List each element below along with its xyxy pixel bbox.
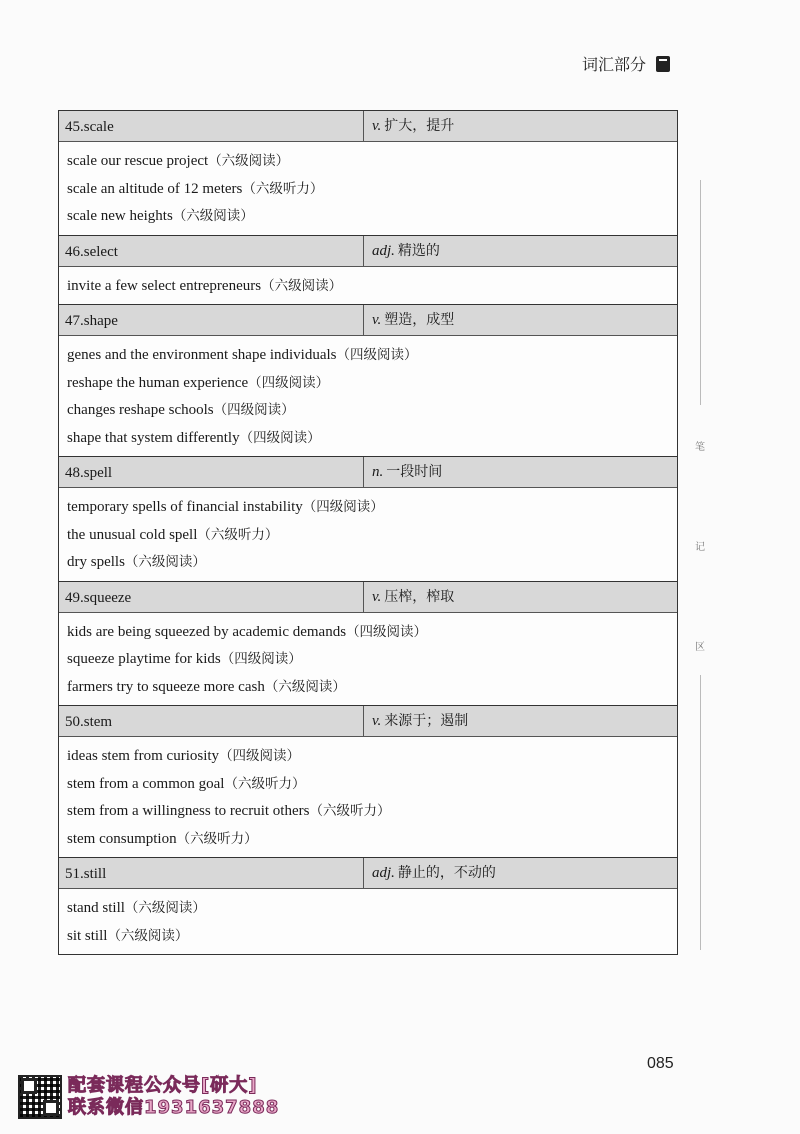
example-phrase	[67, 619, 669, 647]
exam-source-tag: （六级阅读）	[124, 554, 206, 570]
definition-text: 来源于；遏制	[384, 713, 469, 729]
example-text: stand still	[67, 900, 125, 916]
entry-header-row	[59, 111, 677, 142]
exam-source-tag: （四级阅读）	[346, 623, 428, 640]
vocab-entry	[59, 858, 677, 954]
exam-source-tag: （四级阅读）	[213, 402, 295, 418]
page-header	[582, 52, 670, 75]
example-text: shape that system differently	[67, 429, 240, 446]
example-phrase	[67, 522, 669, 550]
vocabulary-table	[58, 110, 678, 955]
example-text: the unusual cold spell	[67, 526, 198, 543]
part-of-speech: n.	[372, 464, 384, 480]
example-text: stem from a common goal	[67, 775, 225, 792]
vocab-entry	[59, 305, 677, 457]
example-text: stem consumption	[67, 830, 177, 847]
entry-header-row	[59, 582, 677, 613]
definition-text: 压榨，榨取	[384, 588, 455, 605]
definition-cell	[364, 582, 677, 612]
definition-cell	[364, 457, 677, 487]
part-of-speech: adj.	[372, 865, 395, 881]
notes-divider-bottom	[700, 675, 701, 950]
definition-text: 精选的	[397, 242, 440, 259]
example-phrase	[67, 425, 669, 453]
example-phrase	[67, 923, 669, 951]
exam-source-tag: （六级听力）	[197, 526, 279, 543]
example-phrase	[67, 370, 669, 398]
exam-source-tag: （六级听力）	[224, 775, 306, 792]
example-text: scale our rescue project	[67, 153, 209, 169]
headword: 49.squeeze	[59, 582, 364, 612]
promo-line: 联系微信1931637888	[68, 1097, 280, 1118]
headword: 51.still	[59, 858, 364, 888]
definition-cell	[364, 858, 677, 888]
headword: 50.stem	[59, 706, 364, 736]
examples-cell	[59, 737, 677, 858]
headword: 48.spell	[59, 457, 364, 487]
definition-cell	[364, 236, 677, 266]
example-phrase	[67, 646, 669, 674]
example-phrase	[67, 798, 669, 826]
examples-cell	[59, 142, 677, 236]
example-phrase	[67, 494, 669, 522]
part-of-speech: v.	[372, 312, 382, 328]
example-text: invite a few select entrepreneurs	[67, 277, 262, 294]
examples-cell	[59, 613, 677, 707]
example-text: kids are being squeezed by academic demands	[67, 623, 347, 640]
definition-text: 扩大，提升	[384, 118, 455, 134]
example-phrase	[67, 203, 669, 231]
exam-source-tag: （六级阅读）	[107, 927, 189, 944]
example-phrase	[67, 549, 669, 577]
vocab-entry	[59, 706, 677, 858]
exam-source-tag: （四级阅读）	[220, 651, 302, 667]
example-phrase	[67, 743, 669, 771]
exam-source-tag: （六级阅读）	[208, 153, 290, 169]
exam-source-tag: （四级阅读）	[239, 429, 321, 446]
part-of-speech: v.	[372, 713, 382, 729]
entry-header-row	[59, 706, 677, 737]
example-text: scale new heights	[67, 208, 173, 224]
part-of-speech: v.	[372, 588, 382, 605]
section-title: 词汇部分	[581, 55, 646, 74]
notes-label-char: 区	[695, 642, 705, 653]
example-text: genes and the environment shape individuals	[67, 347, 337, 363]
notes-column	[690, 180, 710, 950]
exam-source-tag: （六级阅读）	[124, 900, 206, 916]
promo-banner	[18, 1075, 279, 1119]
book-icon	[656, 56, 670, 72]
example-phrase	[67, 895, 669, 923]
example-phrase	[67, 826, 669, 854]
example-phrase	[67, 674, 669, 702]
exam-source-tag: （四级阅读）	[336, 347, 418, 363]
exam-source-tag: （四级阅读）	[248, 374, 330, 391]
definition-text: 静止的，不动的	[397, 865, 496, 881]
example-text: ideas stem from curiosity	[67, 748, 220, 764]
exam-source-tag: （六级听力）	[242, 180, 324, 197]
vocab-entry	[59, 582, 677, 707]
examples-cell	[59, 488, 677, 582]
examples-cell	[59, 336, 677, 457]
exam-source-tag: （六级阅读）	[264, 678, 346, 695]
definition-cell	[364, 305, 677, 335]
notes-divider-top	[700, 180, 701, 405]
example-text: squeeze playtime for kids	[67, 651, 221, 667]
examples-cell	[59, 267, 677, 306]
definition-text: 一段时间	[386, 464, 443, 480]
entry-header-row	[59, 858, 677, 889]
examples-cell	[59, 889, 677, 954]
entry-header-row	[59, 457, 677, 488]
entry-header-row	[59, 236, 677, 267]
qr-code-icon	[18, 1075, 62, 1119]
definition-cell	[364, 706, 677, 736]
exam-source-tag: （六级听力）	[309, 803, 391, 819]
headword: 45.scale	[59, 111, 364, 141]
notes-label-char: 笔	[695, 442, 705, 453]
example-text: reshape the human experience	[67, 374, 249, 391]
headword: 46.select	[59, 236, 364, 266]
exam-source-tag: （六级听力）	[176, 830, 258, 847]
example-text: stem from a willingness to recruit others	[67, 803, 310, 819]
example-phrase	[67, 397, 669, 425]
example-text: temporary spells of financial instability	[67, 499, 303, 515]
example-text: changes reshape schools	[67, 402, 214, 418]
definition-cell	[364, 111, 677, 141]
exam-source-tag: （四级阅读）	[219, 748, 301, 764]
example-text: farmers try to squeeze more cash	[67, 678, 265, 695]
page-number: 085	[647, 1055, 674, 1072]
example-text: sit still	[67, 927, 108, 944]
exam-source-tag: （四级阅读）	[302, 499, 384, 515]
example-phrase	[67, 176, 669, 204]
example-phrase	[67, 273, 669, 301]
notes-label-char: 记	[695, 542, 705, 553]
example-phrase	[67, 342, 669, 370]
exam-source-tag: （六级阅读）	[172, 208, 254, 224]
example-phrase	[67, 148, 669, 176]
exam-source-tag: （六级阅读）	[261, 277, 343, 294]
headword: 47.shape	[59, 305, 364, 335]
part-of-speech: adj.	[372, 242, 395, 259]
promo-line: 配套课程公众号[研大]	[68, 1075, 258, 1096]
vocab-entry	[59, 457, 677, 582]
example-text: scale an altitude of 12 meters	[67, 180, 243, 197]
vocab-entry	[59, 111, 677, 236]
part-of-speech: v.	[372, 118, 382, 134]
example-phrase	[67, 771, 669, 799]
entry-header-row	[59, 305, 677, 336]
definition-text: 塑造，成型	[384, 312, 455, 328]
vocab-entry	[59, 236, 677, 306]
example-text: dry spells	[67, 554, 125, 570]
